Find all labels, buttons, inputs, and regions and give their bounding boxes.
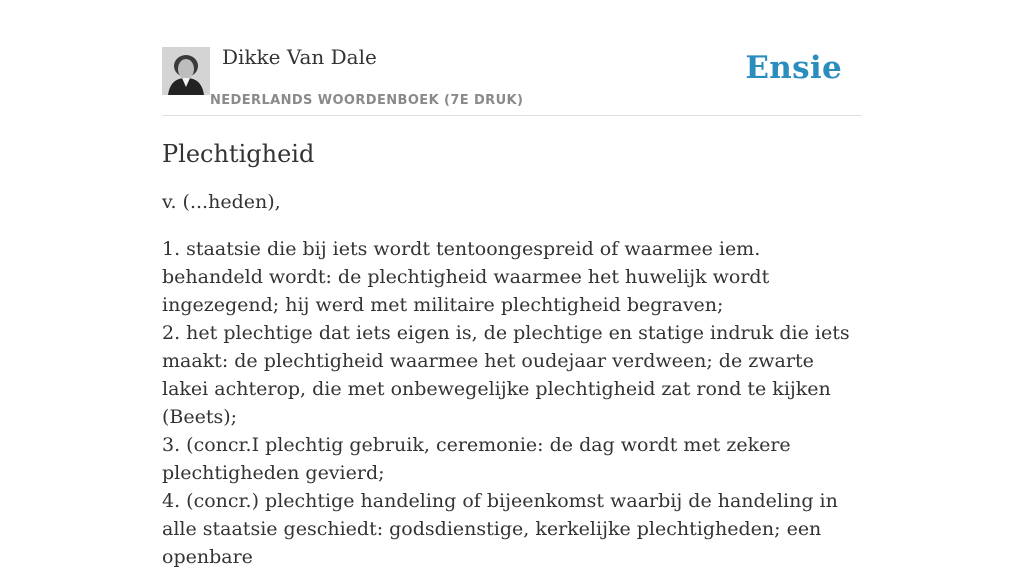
source-name[interactable]: Dikke Van Dale [222,45,377,69]
avatar[interactable] [162,47,210,95]
entry-content [162,138,864,571]
definitions-list [162,235,864,571]
brand-logo[interactable]: Ensie [745,50,842,86]
definition-item: 3. (concr.I plechtig gebruik, ceremonie: de dag wordt met zekere plechtigheden gevierd; [162,434,791,484]
definition-item: 4. (concr.) plechtige handeling of bijeenkomst waarbij de handeling in alle staatsie geschiedt: godsdienstige, kerkelijke plechtigheden; een openbare [162,490,838,568]
definition-item: 2. het plechtige dat iets eigen is, de plechtige en statige indruk die iets maakt: de plechtigheid waarmee het oudejaar verdween; de zwarte lakei achterop, die met onbewegelijke plechtigheid zat rond te kijken (Beets); [162,322,850,428]
portrait-icon [162,47,210,95]
source-subtitle[interactable]: NEDERLANDS WOORDENBOEK (7E DRUK) [210,93,524,108]
header [162,40,862,116]
entry-grammar: v. (...heden), [162,191,281,213]
entry-term: Plechtigheid [162,140,315,168]
definition-item: 1. staatsie die bij iets wordt tentoongespreid of waarmee iem. behandeld wordt: de plechtigheid waarmee het huwelijk wordt ingezegend; hij werd met militaire plechtigheid begraven; [162,238,770,316]
